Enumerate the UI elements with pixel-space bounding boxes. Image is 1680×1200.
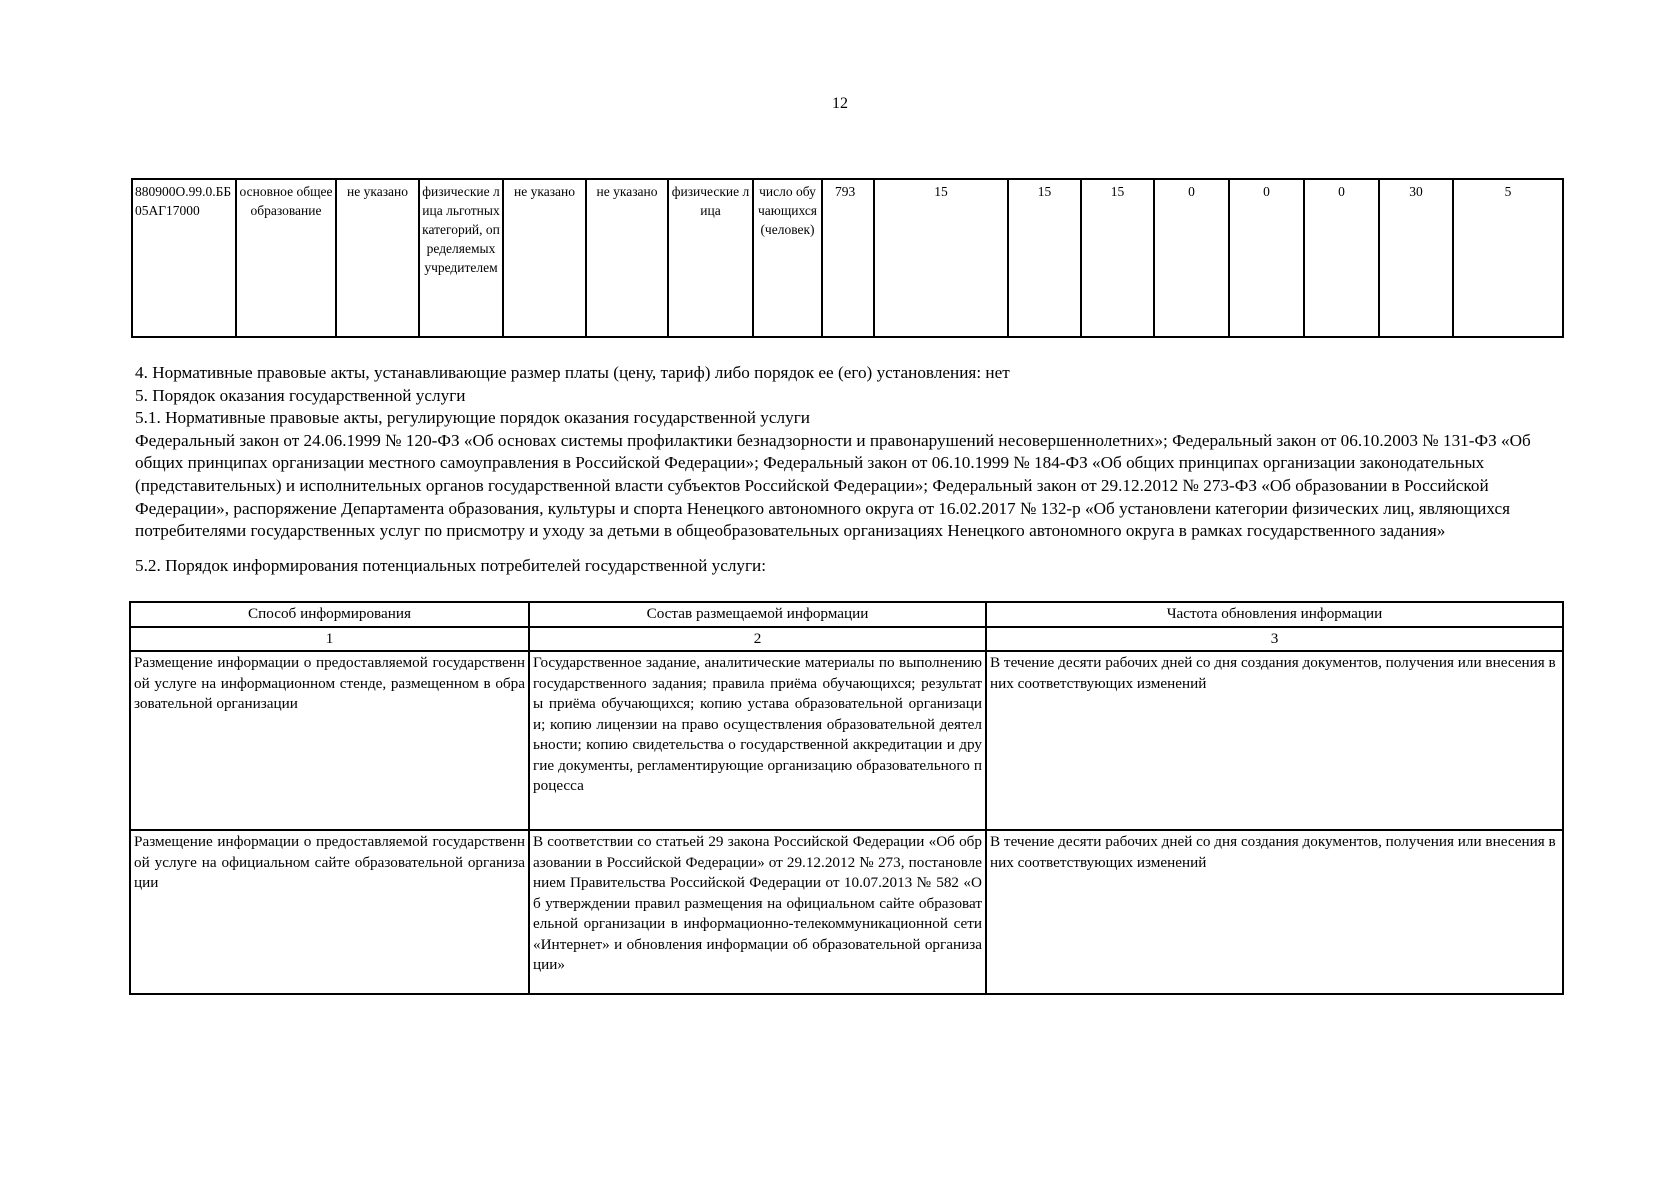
value-cell: 0 bbox=[1304, 179, 1379, 337]
indicator-name-cell: число обучающихся (человек) bbox=[753, 179, 822, 337]
table-header-row bbox=[130, 602, 1563, 627]
value-cell: 15 bbox=[1008, 179, 1081, 337]
registry-code-cell: 880900О.99.0.ББ05АГ17000 bbox=[132, 179, 236, 337]
value-cell: 0 bbox=[1229, 179, 1304, 337]
content-cell: В соответствии со статьей 29 закона Российской Федерации «Об образовании в Российской Федерации» от 29.12.2012 № 273, постановлением Правительства Российской Федерации от 10.07.2013 № 582 «Об утверждении правил размещения на официальном сайте образовательной организации в информационно-телекоммуникационной сети «Интернет» и обновления информации об образовательной организации» bbox=[529, 830, 986, 994]
column-number-row bbox=[130, 627, 1563, 652]
value-cell: 5 bbox=[1453, 179, 1563, 337]
okei-code-cell: 793 bbox=[822, 179, 874, 337]
page-number: 12 bbox=[832, 95, 848, 112]
column-number: 2 bbox=[529, 627, 986, 652]
table-cell: не указано bbox=[586, 179, 668, 337]
value-cell: 30 bbox=[1379, 179, 1453, 337]
content-cell: Государственное задание, аналитические материалы по выполнению государственного задания; правила приёма обучающихся; результаты приёма обучающихся; копию устава образовательной организации; копию лицензии на право осуществления образовательной деятельности; копию свидетельства о государственной аккредитации и другие документы, регламентирующие организацию образовательного процесса bbox=[529, 651, 986, 830]
column-number: 1 bbox=[130, 627, 529, 652]
column-header: Способ информирования bbox=[130, 602, 529, 627]
value-cell: 15 bbox=[874, 179, 1008, 337]
section-5-1-heading: 5.1. Нормативные правовые акты, регулирующие порядок оказания государственной услуги bbox=[135, 408, 810, 428]
education-level-cell: основное общее образование bbox=[236, 179, 336, 337]
section-5-heading: 5. Порядок оказания государственной услуги bbox=[135, 385, 466, 405]
value-cell: 0 bbox=[1154, 179, 1229, 337]
laws-paragraph: Федеральный закон от 24.06.1999 № 120-ФЗ «Об основах системы профилактики безнадзорности и правонарушений несовершеннолетних»; Федеральный закон от 06.10.2003 № 131-ФЗ «Об общих принципах организации местного самоуправления в Российской Федерации»; Федеральный закон от 06.10.1999 № 184-ФЗ «Об общих принципах организации законодательных (представительных) и исполнительных органов государственной власти субъектов Российской Федерации»; Федеральный закон от 29.12.2012 № 273-ФЗ «Об образовании в Российской Федерации», распоряжение Департамента образования, культуры и спорта Ненецкого автономного округа от 16.02.2017 № 132-р «Об установлени категории физических лиц, являющихся потребителями государственных услуг по присмотру и уходу за детьми в общеобразовательных организациях Ненецкого автономного округа в рамках государственного задания» bbox=[135, 430, 1531, 541]
table-row bbox=[130, 651, 1563, 830]
frequency-cell: В течение десяти рабочих дней со дня создания документов, получения или внесения в них соответствующих изменений bbox=[986, 651, 1563, 830]
column-header: Состав размещаемой информации bbox=[529, 602, 986, 627]
informing-table bbox=[129, 601, 1564, 995]
section-4-heading: 4. Нормативные правовые акты, устанавливающие размер платы (цену, тариф) либо порядок ее (его) установления: нет bbox=[135, 363, 1010, 382]
regulations-text bbox=[135, 362, 1565, 577]
method-cell: Размещение информации о предоставляемой государственной услуге на информационном стенде, размещенном в образовательной организации bbox=[130, 651, 529, 830]
service-indicators-table bbox=[131, 178, 1564, 338]
table-cell: не указано bbox=[503, 179, 586, 337]
table-row bbox=[132, 179, 1563, 337]
method-cell: Размещение информации о предоставляемой государственной услуге на официальном сайте образовательной организации bbox=[130, 830, 529, 994]
value-cell: 15 bbox=[1081, 179, 1154, 337]
table-row bbox=[130, 830, 1563, 994]
frequency-cell: В течение десяти рабочих дней со дня создания документов, получения или внесения в них соответствующих изменений bbox=[986, 830, 1563, 994]
column-header: Частота обновления информации bbox=[986, 602, 1563, 627]
column-number: 3 bbox=[986, 627, 1563, 652]
consumer-category-cell: физические лица льготных категорий, определяемых учредителем bbox=[419, 179, 503, 337]
section-5-2-heading: 5.2. Порядок информирования потенциальных потребителей государственной услуги: bbox=[135, 555, 767, 575]
consumer-type-cell: физические лица bbox=[668, 179, 753, 337]
table-cell: не указано bbox=[336, 179, 419, 337]
